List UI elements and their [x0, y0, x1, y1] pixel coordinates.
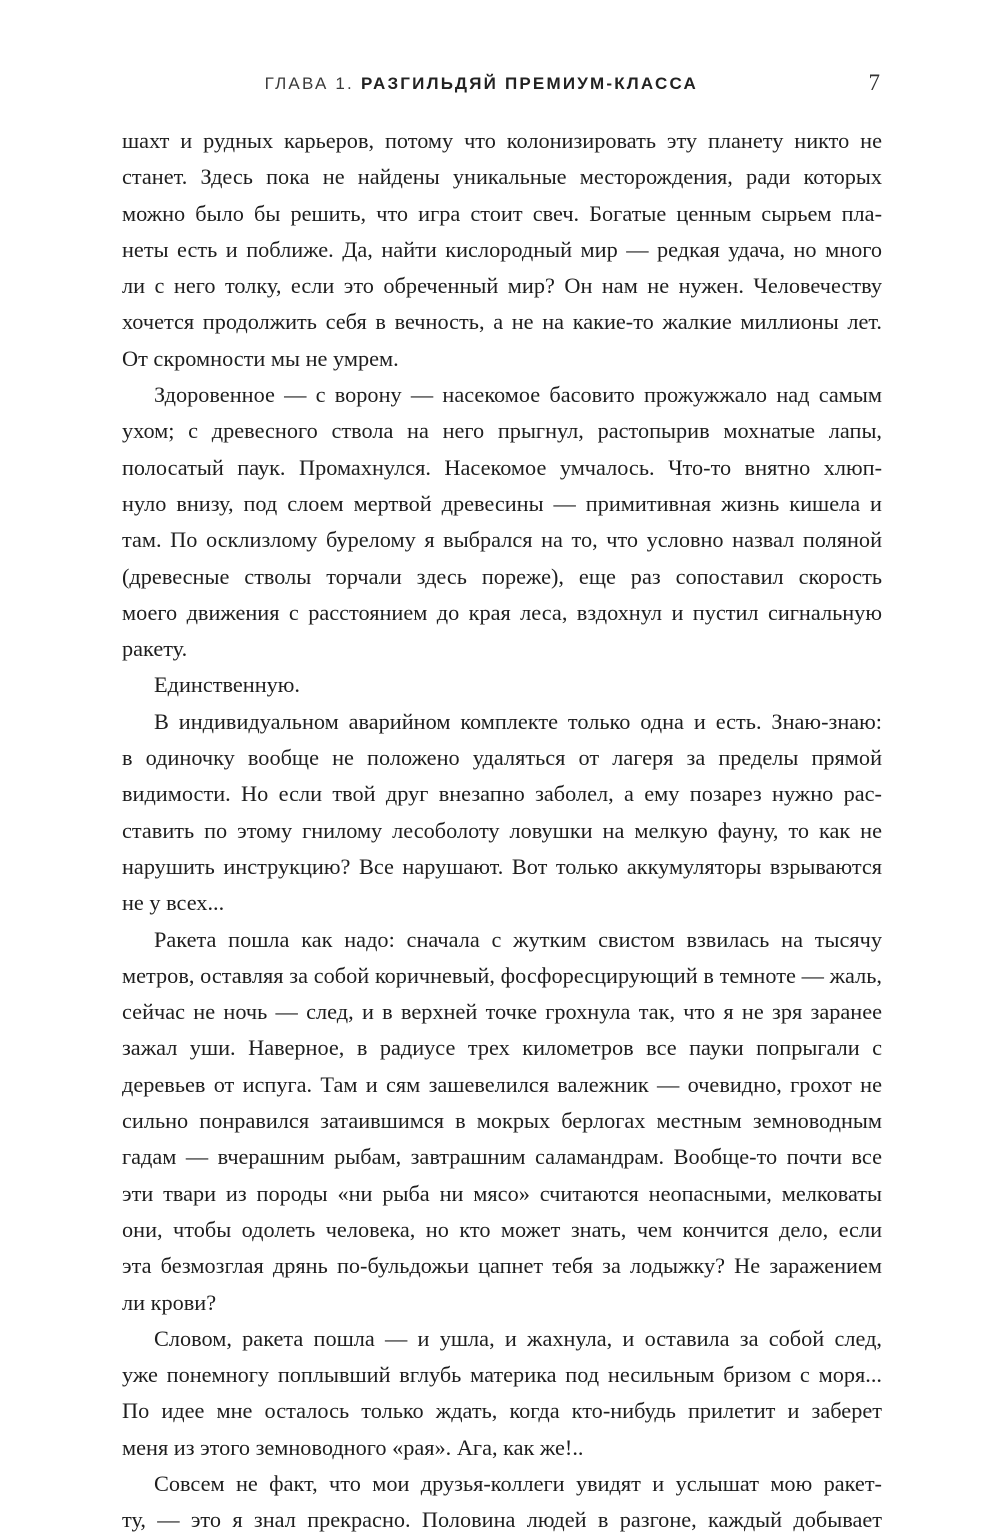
text-line: нуло внизу, под слоем мертвой древесины — примитивная жизнь кишела и: [122, 490, 882, 516]
text-line: видимости. Но если твой друг внезапно заболел, а ему позарез нужно рас-: [122, 781, 882, 807]
text-line: неты есть и поближе. Да, найти кислородный мир — редкая удача, но много: [122, 236, 882, 262]
text-line: они, чтобы одолеть человека, но кто может знать, чем кончится дело, если: [122, 1216, 882, 1242]
text-line: можно было бы решить, что игра стоит свеч. Богатые ценным сырьем пла-: [122, 200, 882, 226]
text-line: эти твари из породы «ни рыба ни мясо» считаются неопасными, мелковаты: [122, 1180, 882, 1206]
text-line: метров, оставляя за собой коричневый, фосфоресцирующий в темноте — жаль,: [122, 962, 882, 988]
text-line: полосатый паук. Промахнулся. Насекомое умчалось. Что-то внятно хлюп-: [122, 454, 882, 480]
text-line: сильно понравился затаившимся в мокрых берлогах местным земноводным: [122, 1108, 882, 1134]
text-line: ли крови?: [122, 1289, 217, 1315]
text-line: По идее мне осталось только ждать, когда кто-нибудь прилетит и заберет: [122, 1398, 882, 1424]
text-line: Совсем не факт, что мои друзья-коллеги увидят и услышат мою ракет-: [154, 1470, 882, 1496]
text-line: гадам — вчерашним рыбам, завтрашним саламандрам. Вообще-то почти все: [122, 1144, 882, 1170]
text-line: меня из этого земноводного «рая». Ага, как же!..: [122, 1434, 584, 1460]
body-text: [122, 123, 882, 1539]
text-line: станет. Здесь пока не найдены уникальные месторождения, ради которых: [122, 164, 882, 190]
chapter-title: РАЗГИЛЬДЯЙ ПРЕМИУМ-КЛАССА: [360, 74, 698, 93]
text-line: хочется продолжить себя в вечность, а не на какие-то жалкие миллионы лет.: [122, 309, 882, 335]
text-line: уже понемногу поплывший вглубь материка под несильным бризом с моря...: [122, 1362, 882, 1388]
text-line: ли с него толку, если это обреченный мир? Он нам не нужен. Человечеству: [122, 273, 882, 299]
text-line: Здоровенное — с ворону — насекомое басовито прожужжало над самым: [154, 382, 882, 408]
text-line: нарушить инструкцию? Все нарушают. Вот только аккумуляторы взрываются: [122, 853, 882, 879]
text-line: ту, — это я знал прекрасно. Половина людей в разгоне, каждый добывает: [122, 1507, 882, 1533]
text-line: в одиночку вообще не положено удаляться от лагеря за пределы прямой: [122, 745, 882, 771]
text-line: ракету.: [122, 636, 188, 662]
text-line: Ракета пошла как надо: сначала с жутким свистом взвилась на тысячу: [154, 926, 882, 952]
page-number: 7: [868, 70, 880, 95]
text-line: зажал уши. Наверное, в радиусе трех километров все пауки попрыгали с: [122, 1035, 882, 1061]
text-line: Единственную.: [154, 672, 301, 698]
chapter-heading: [265, 74, 698, 94]
text-line: От скромности мы не умрем.: [122, 345, 399, 371]
text-line: не у всех...: [122, 890, 225, 916]
text-line: эта безмозглая дрянь по-бульдожьи цапнет тебя за лодыжку? Не заражением: [122, 1253, 882, 1279]
text-line: там. По осклизлому бурелому я выбрался на то, что условно назвал поляной: [122, 527, 882, 553]
running-head: [120, 70, 880, 100]
text-line: ставить по этому гнилому лесоболоту ловушки на мелкую фауну, то как не: [122, 817, 882, 843]
chapter-label: ГЛАВА 1.: [264, 74, 354, 93]
text-line: шахт и рудных карьеров, потому что колонизировать эту планету никто не: [122, 128, 882, 153]
text-line: моего движения с расстоянием до края леса, вздохнул и пустил сигнальную: [122, 599, 882, 625]
text-line: деревьев от испуга. Там и сям зашевелился валежник — очевидно, грохот не: [122, 1071, 882, 1097]
text-line: (древесные стволы торчали здесь пореже), еще раз сопоставил скорость: [122, 563, 882, 589]
text-line: ухом; с древесного ствола на него прыгнул, растопырив мохнатые лапы,: [122, 418, 882, 444]
text-line: В индивидуальном аварийном комплекте только одна и есть. Знаю-знаю:: [154, 708, 882, 734]
text-line: сейчас не ночь — след, и в верхней точке грохнула так, что я не зря заранее: [122, 999, 882, 1025]
text-line: Словом, ракета пошла — и ушла, и жахнула, и оставила за собой след,: [154, 1325, 882, 1351]
